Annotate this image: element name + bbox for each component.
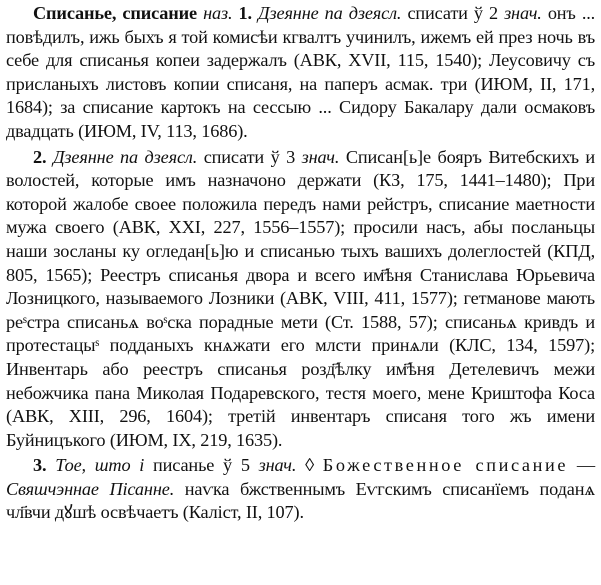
- sense-3-ref-note: знач.: [258, 455, 297, 476]
- diamond-icon: ◊: [305, 455, 314, 476]
- sense-3: [6, 454, 595, 525]
- sense-3-reference: писанье ў 5: [153, 455, 250, 476]
- sense-1-citation: онъ ... повѣдилъ, ижь быхъ я той комисѣи кгвалтъ учинилъ, ижемъ ей през ночь въ себе для списанья копеи задержалъ (АВК, XVII, 115, 1540); Леусовичу съ присланыхъ листовъ копии списаня, на паперъ асмак. три (ИЮМ, II, 171, 1684); за списание картокъ на сессыю ... Сидору Бакалару дали осмаковъ двадцать (ИЮМ, IV, 113, 1686).: [6, 3, 596, 141]
- sense-1: [6, 2, 595, 144]
- sense-1-reference: списати ў 2: [407, 3, 498, 23]
- sense-3-phrase-translation: Свяшчэннае Пісанне.: [6, 478, 175, 499]
- sense-3-number: 3.: [33, 455, 47, 476]
- sense-3-definition: Тое, што і: [55, 455, 145, 476]
- sense-1-ref-note: знач.: [504, 3, 542, 23]
- sense-2-reference: списати ў 3: [203, 146, 296, 167]
- sense-2-definition: Дзеянне па дзеясл.: [52, 146, 198, 167]
- sense-2: [6, 146, 595, 453]
- sense-2-ref-note: знач.: [301, 146, 340, 167]
- entry-headword: Списанье, списание: [33, 3, 197, 23]
- sense-3-citation: наѵка бжственнымъ Еѵгскимъ списанїемъ поданѧ чл҃вчи дꙋшѣ освѣчаетъ (Каліст, II, 107).: [6, 478, 595, 523]
- sense-1-number: 1.: [238, 3, 252, 23]
- sense-3-dash: —: [576, 455, 596, 476]
- sense-1-definition: Дзеянне па дзеясл.: [258, 3, 402, 23]
- sense-2-number: 2.: [33, 146, 47, 167]
- sense-2-citation: Списан[ь]е бояръ Витебскихъ и волостей, которые имъ назначоно держати (КЗ, 175, 1441–1480); При которой жалобе своее положила передъ нами рейстръ, списание маетности мужа своего (АВК, XXI, 227, 1556–1557); просили насъ, абы посланьцы наши зосланы ку огледан[ь]ю и списанью тыхъ вашихъ долеглостей (КПД, 805, 1565); Реестръ списанья двора и всего им҃ѣня Станислава Юрьевича Лозницкого, называемого Лозники (АВК, VIII, 411, 1577); гетманове мають реˢстра списаньѧ воˢска порадные мети (Ст. 1588, 57); списаньѧ кривдъ и протестацыˢ подданыхъ кнѧжати его млсти принѧли (КЛС, 134, 1597); Инвентарь або реестръ списанья розд҃ѣлку им҃ѣня Детелевичъ межи небожчика пана Миколая Подаревского, тестя моего, мене Криштофа Коса (АВК, XIII, 296, 1604); третій инвентаръ списаня того жъ имени Буйницъкого (ИЮМ, IX, 219, 1635).: [6, 146, 596, 450]
- sense-3-phrase: Божественное списание: [322, 455, 569, 476]
- part-of-speech: наз.: [203, 3, 233, 23]
